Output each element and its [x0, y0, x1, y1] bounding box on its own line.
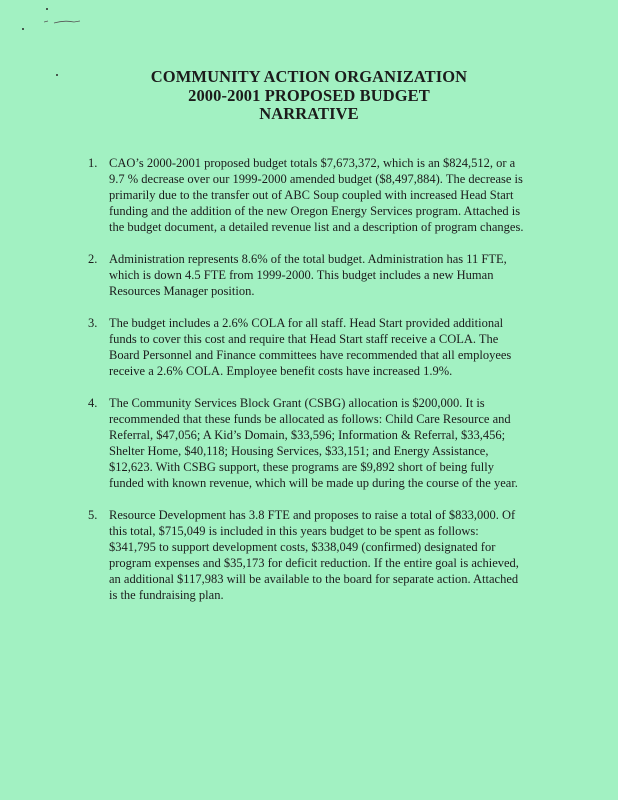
item-text: CAO’s 2000-2001 proposed budget totals $7,673,372, which is an $824,512, or a 9.7 % decrease over our 1999-2000 amended budget ($8,497,884). The decrease is primarily due to the transfer out of ABC Soup coupled with increased Head Start funding and the addition of the new Oregon Energy Services program. Attached is the budget document, a detailed revenue list and a description of program changes.: [109, 156, 524, 234]
scan-speck: [22, 28, 24, 30]
item-text: Resource Development has 3.8 FTE and proposes to raise a total of $833,000. Of this total, $715,049 is included in this years budget to be spent as follows: $341,795 to support development costs, $338,049 (confirmed) designated for program expenses and $35,173 for deficit reduction. If the entire goal is achieved, an additional $117,983 will be available to the board for separate action. Attached is the fundraising plan.: [109, 508, 519, 602]
narrative-item: [88, 395, 528, 491]
narrative-item: [88, 315, 528, 379]
item-number: 1.: [88, 156, 98, 170]
scan-speck: [46, 8, 48, 10]
narrative-item: [88, 507, 528, 603]
title-line-organization: COMMUNITY ACTION ORGANIZATION: [150, 67, 468, 86]
item-text: The Community Services Block Grant (CSBG) allocation is $200,000. It is recommended that these funds be allocated as follows: Child Care Resource and Referral, $47,056; A Kid’s Domain, $33,596; Information & Referral, $33,456; Shelter Home, $40,118; Housing Services, $33,151; and Energy Assistance, $12,623. With CSBG support, these programs are $9,892 short of being fully funded with known revenue, which will be made up during the course of the year.: [109, 396, 518, 490]
narrative-item: [88, 251, 528, 299]
narrative-item: [88, 155, 528, 235]
narrative-list: [88, 155, 528, 619]
item-number: 3.: [88, 316, 98, 330]
item-number: 5.: [88, 508, 98, 522]
scan-mark: [44, 17, 82, 25]
title-line-budget: 2000-2001 PROPOSED BUDGET: [188, 85, 430, 105]
item-text: The budget includes a 2.6% COLA for all staff. Head Start provided additional funds to cover this cost and require that Head Start staff receive a COLA. The Board Personnel and Finance committees have recommended that all employees receive a 2.6% COLA. Employee benefit costs have increased 1.9%.: [109, 316, 512, 378]
title-line-narrative: NARRATIVE: [259, 104, 359, 123]
item-number: 4.: [88, 396, 98, 410]
item-text: Administration represents 8.6% of the total budget. Administration has 11 FTE, which is down 4.5 FTE from 1999-2000. This budget includes a new Human Resources Manager position.: [109, 252, 507, 298]
item-number: 2.: [88, 252, 98, 266]
document-title: [0, 68, 618, 124]
